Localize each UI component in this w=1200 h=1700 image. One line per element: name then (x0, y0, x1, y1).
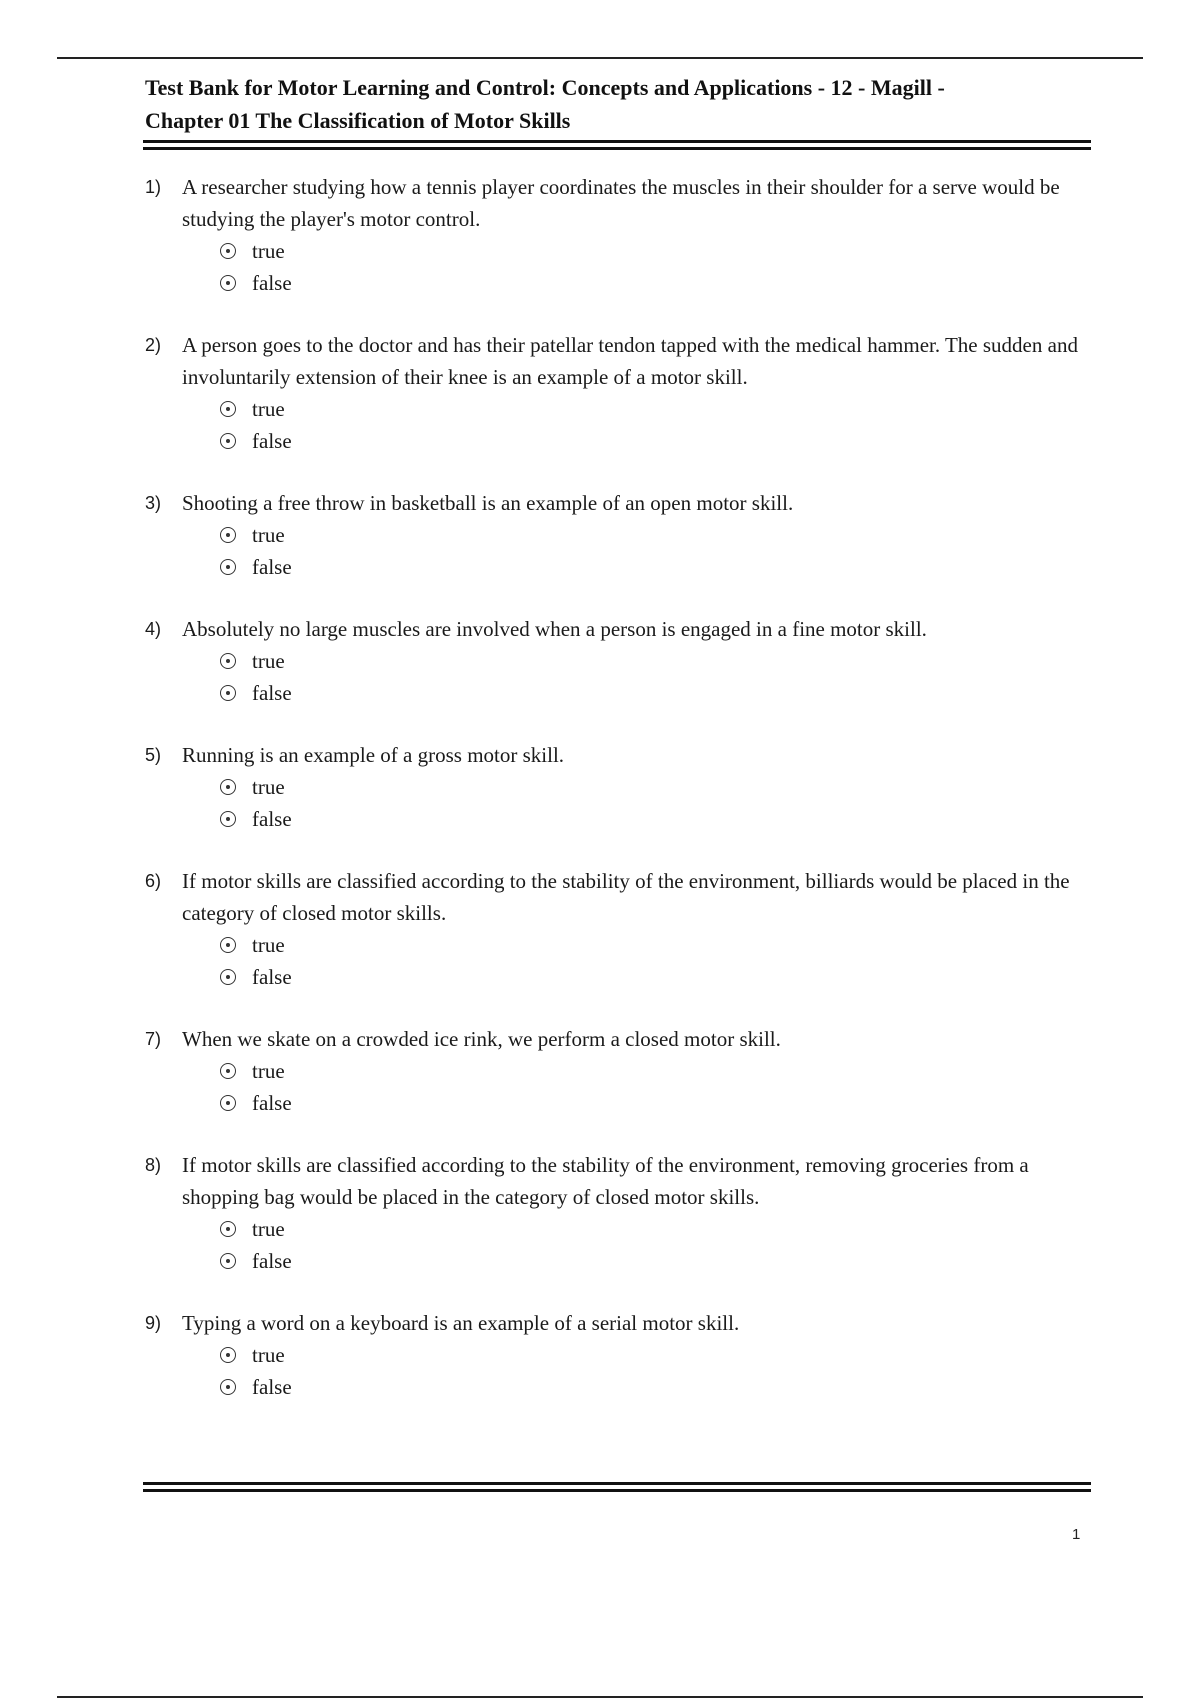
option-true[interactable] (182, 1055, 1095, 1087)
radio-button-icon[interactable] (220, 1347, 236, 1363)
option-label: true (252, 1343, 285, 1367)
question-number: 4) (145, 619, 162, 639)
question-2 (145, 329, 1095, 457)
option-false[interactable] (182, 1245, 1095, 1277)
option-true[interactable] (182, 519, 1095, 551)
option-label: false (252, 1091, 292, 1115)
radio-button-icon[interactable] (220, 937, 236, 953)
option-true[interactable] (182, 1339, 1095, 1371)
question-text: If motor skills are classified according to the stability of the environment, removing groceries from a shopping bag would be placed in the category of closed motor skills. (182, 1153, 1029, 1209)
header-title-line-1: Test Bank for Motor Learning and Control: Concepts and Applications - 12 - Magill - (145, 75, 945, 100)
question-number: 3) (145, 493, 162, 513)
option-false[interactable] (182, 1087, 1095, 1119)
option-label: true (252, 649, 285, 673)
question-9 (145, 1307, 1095, 1403)
option-label: false (252, 1375, 292, 1399)
question-text: A researcher studying how a tennis player coordinates the muscles in their shoulder for a serve would be studying the player's motor control. (182, 175, 1060, 231)
radio-button-icon[interactable] (220, 1253, 236, 1269)
option-label: false (252, 429, 292, 453)
option-label: true (252, 239, 285, 263)
option-true[interactable] (182, 1213, 1095, 1245)
option-label: false (252, 681, 292, 705)
question-number: 7) (145, 1029, 162, 1049)
top-divider (57, 57, 1143, 59)
option-label: false (252, 555, 292, 579)
option-label: true (252, 1217, 285, 1241)
option-false[interactable] (182, 803, 1095, 835)
radio-button-icon[interactable] (220, 1063, 236, 1079)
option-true[interactable] (182, 929, 1095, 961)
option-true[interactable] (182, 771, 1095, 803)
radio-button-icon[interactable] (220, 433, 236, 449)
radio-button-icon[interactable] (220, 559, 236, 575)
radio-button-icon[interactable] (220, 779, 236, 795)
question-number: 9) (145, 1313, 162, 1333)
question-number: 1) (145, 177, 162, 197)
option-label: true (252, 933, 285, 957)
question-number: 2) (145, 335, 162, 355)
question-text: When we skate on a crowded ice rink, we perform a closed motor skill. (182, 1027, 781, 1051)
header-double-divider (143, 140, 1091, 150)
question-5 (145, 739, 1095, 835)
radio-button-icon[interactable] (220, 1379, 236, 1395)
radio-button-icon[interactable] (220, 1095, 236, 1111)
question-3 (145, 487, 1095, 583)
radio-button-icon[interactable] (220, 1221, 236, 1237)
option-label: true (252, 397, 285, 421)
question-list (145, 171, 1095, 1433)
page-number: 1 (1072, 1526, 1081, 1543)
radio-button-icon[interactable] (220, 243, 236, 259)
radio-button-icon[interactable] (220, 969, 236, 985)
option-label: false (252, 1249, 292, 1273)
question-4 (145, 613, 1095, 709)
question-8 (145, 1149, 1095, 1277)
question-text: A person goes to the doctor and has their patellar tendon tapped with the medical hammer. The sudden and involuntarily extension of their knee is an example of a motor skill. (182, 333, 1078, 389)
question-number: 5) (145, 745, 162, 765)
footer-double-divider (143, 1482, 1091, 1492)
radio-button-icon[interactable] (220, 527, 236, 543)
radio-button-icon[interactable] (220, 653, 236, 669)
option-label: false (252, 965, 292, 989)
option-false[interactable] (182, 267, 1095, 299)
radio-button-icon[interactable] (220, 275, 236, 291)
question-1 (145, 171, 1095, 299)
question-text: Absolutely no large muscles are involved when a person is engaged in a fine motor skill. (182, 617, 927, 641)
question-number: 6) (145, 871, 162, 891)
radio-button-icon[interactable] (220, 811, 236, 827)
question-7 (145, 1023, 1095, 1119)
option-true[interactable] (182, 645, 1095, 677)
question-6 (145, 865, 1095, 993)
option-false[interactable] (182, 551, 1095, 583)
question-number: 8) (145, 1155, 162, 1175)
option-false[interactable] (182, 1371, 1095, 1403)
question-text: If motor skills are classified according to the stability of the environment, billiards would be placed in the category of closed motor skills. (182, 869, 1070, 925)
question-text: Shooting a free throw in basketball is an example of an open motor skill. (182, 491, 794, 515)
page-header (145, 71, 1095, 137)
option-true[interactable] (182, 393, 1095, 425)
bottom-divider (57, 1696, 1143, 1698)
option-false[interactable] (182, 961, 1095, 993)
option-true[interactable] (182, 235, 1095, 267)
option-label: false (252, 271, 292, 295)
question-text: Running is an example of a gross motor skill. (182, 743, 565, 767)
option-label: true (252, 1059, 285, 1083)
header-title-line-2: Chapter 01 The Classification of Motor Skills (145, 108, 571, 133)
radio-button-icon[interactable] (220, 685, 236, 701)
option-label: false (252, 807, 292, 831)
option-false[interactable] (182, 677, 1095, 709)
option-label: true (252, 775, 285, 799)
question-text: Typing a word on a keyboard is an example of a serial motor skill. (182, 1311, 740, 1335)
radio-button-icon[interactable] (220, 401, 236, 417)
option-label: true (252, 523, 285, 547)
option-false[interactable] (182, 425, 1095, 457)
